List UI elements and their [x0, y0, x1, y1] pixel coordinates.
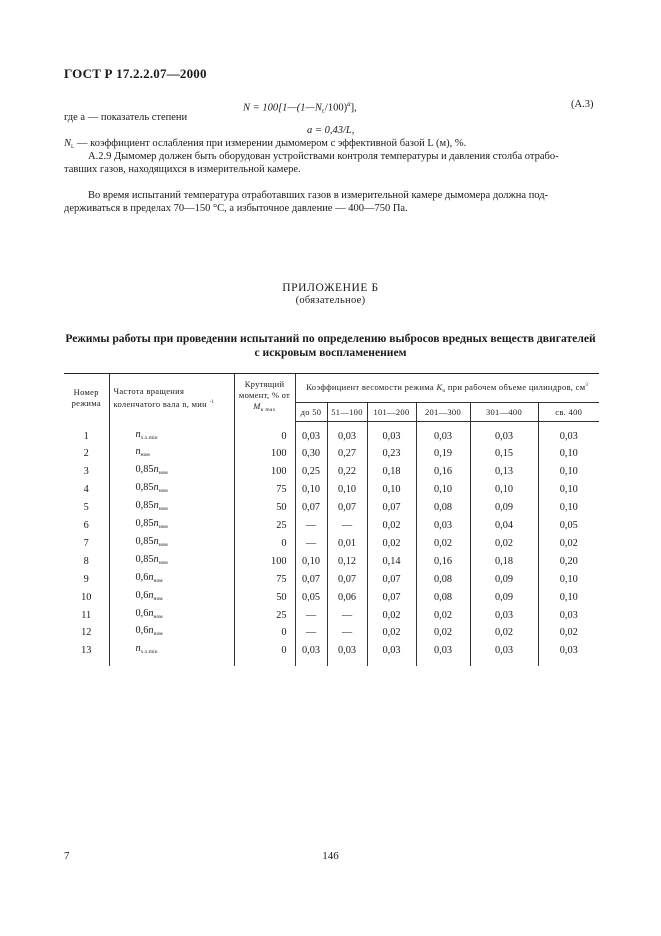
page-number-left: 7 [64, 850, 70, 862]
cell-coefficient: 0,14 [367, 553, 416, 571]
cell-coefficient: 0,10 [538, 463, 599, 481]
cell-frequency: $0,6n_{ном}$ [109, 589, 234, 607]
col-header-frequency: Частота вращения коленчатого вала n, мин $^{-1}$ [109, 374, 234, 422]
paragraph-temp-line1: Во время испытаний температура отработавших газов в измерительной камере дымомера должна под- [88, 190, 549, 201]
cell-coefficient: 0,09 [470, 499, 538, 517]
cell-coefficient: — [295, 624, 327, 642]
cell-frequency: $n_{х.х.min}$ [109, 422, 234, 446]
cell-coefficient: 0,10 [327, 481, 367, 499]
paragraph-temp-line2: держиваться в пределах 70—150 °С, а избыточное давление — 400—750 Па. [64, 203, 408, 214]
cell-coefficient: 0,06 [327, 589, 367, 607]
cell-coefficient: — [295, 607, 327, 625]
cell-coefficient: 0,03 [538, 422, 599, 446]
cell-frequency: $0,6n_{ном}$ [109, 624, 234, 642]
cell-coefficient: 0,03 [470, 642, 538, 666]
cell-coefficient: 0,03 [470, 607, 538, 625]
cell-coefficient: 0,22 [327, 463, 367, 481]
cell-torque: 25 [234, 607, 295, 625]
cell-coefficient: 0,02 [538, 535, 599, 553]
cell-torque: 50 [234, 499, 295, 517]
cell-mode: 12 [81, 627, 92, 639]
cell-coefficient: 0,03 [367, 642, 416, 666]
cell-mode: 5 [83, 502, 89, 514]
cell-mode: 6 [83, 520, 89, 532]
cell-coefficient: 0,02 [367, 535, 416, 553]
cell-coefficient: 0,03 [416, 642, 470, 666]
cell-coefficient: 0,10 [538, 571, 599, 589]
cell-coefficient: 0,02 [367, 624, 416, 642]
paragraph-a29-line1: А.2.9 Дымомер должен быть оборудован устройствами контроля температуры и давления столба отрабо- [88, 151, 559, 162]
cell-coefficient: 0,02 [416, 535, 470, 553]
page-number-center: 146 [322, 850, 339, 862]
cell-torque: 0 [234, 535, 295, 553]
cell-coefficient: — [295, 517, 327, 535]
cell-coefficient: 0,27 [327, 445, 367, 463]
cell-torque: 50 [234, 589, 295, 607]
modes-table [64, 373, 599, 666]
cell-torque: 75 [234, 571, 295, 589]
cell-coefficient: 0,10 [470, 481, 538, 499]
cell-coefficient: 0,10 [538, 445, 599, 463]
table-row [64, 422, 599, 446]
formula-a: a = 0,43/L, [307, 125, 355, 136]
cell-coefficient: 0,25 [295, 463, 327, 481]
cell-coefficient: 0,03 [470, 422, 538, 446]
table-row [64, 607, 599, 625]
formula-a3: $N = 100[1—(1—N_L/100)^a]$, [243, 100, 357, 115]
cell-mode: 11 [81, 609, 92, 621]
document-header: ГОСТ Р 17.2.2.07—2000 [64, 66, 207, 81]
subcol-header: 101—200 [367, 403, 416, 422]
cell-coefficient: 0,10 [538, 589, 599, 607]
cell-coefficient: 0,07 [327, 499, 367, 517]
cell-coefficient: 0,02 [538, 624, 599, 642]
formula-number: (А.3) [571, 99, 594, 110]
cell-torque: 100 [234, 553, 295, 571]
cell-coefficient: 0,02 [470, 535, 538, 553]
cell-frequency: $0,6n_{ном}$ [109, 607, 234, 625]
subcol-header: до 50 [295, 403, 327, 422]
cell-torque: 75 [234, 481, 295, 499]
cell-coefficient: 0,16 [416, 463, 470, 481]
cell-coefficient: 0,03 [416, 517, 470, 535]
cell-coefficient: 0,02 [416, 624, 470, 642]
cell-torque: 0 [234, 642, 295, 666]
cell-coefficient: 0,10 [538, 481, 599, 499]
appendix-subtitle: (обязательное) [295, 295, 366, 306]
cell-coefficient: 0,10 [295, 481, 327, 499]
cell-torque: 100 [234, 463, 295, 481]
table-heading-line2: с искровым воспламенением [254, 346, 407, 359]
nl-definition: $N_L$ — коэффициент ослабления при измерении дымомером с эффективной базой L (м), %. [64, 138, 467, 150]
col-header-torque: Крутящий момент, % от $M_{к max}$ [234, 374, 295, 422]
table-row [64, 463, 599, 481]
table-row [64, 624, 599, 642]
cell-mode: 4 [83, 484, 89, 496]
cell-mode: 2 [83, 448, 89, 460]
cell-frequency: $0,85n_{ном}$ [109, 553, 234, 571]
cell-mode: 3 [83, 466, 89, 478]
appendix-title: ПРИЛОЖЕНИЕ Б [282, 282, 379, 294]
table-row [64, 642, 599, 666]
table-row [64, 553, 599, 571]
cell-coefficient: 0,03 [538, 642, 599, 666]
cell-frequency: $0,6n_{ном}$ [109, 571, 234, 589]
cell-coefficient: 0,07 [327, 571, 367, 589]
cell-mode: 9 [83, 573, 89, 585]
cell-coefficient: 0,18 [367, 463, 416, 481]
cell-coefficient: 0,01 [327, 535, 367, 553]
cell-coefficient: 0,05 [538, 517, 599, 535]
cell-coefficient: 0,30 [295, 445, 327, 463]
cell-coefficient: 0,03 [295, 642, 327, 666]
subcol-header: 51—100 [327, 403, 367, 422]
cell-coefficient: 0,08 [416, 571, 470, 589]
cell-coefficient: 0,16 [416, 553, 470, 571]
cell-mode: 7 [83, 537, 89, 549]
col-header-coefficient: Коэффициент весомости режима $K_n$ при рабочем объеме цилиндров, $см^3$ [295, 374, 599, 403]
cell-coefficient: 0,09 [470, 589, 538, 607]
cell-frequency: $0,85n_{ном}$ [109, 535, 234, 553]
cell-coefficient: 0,10 [295, 553, 327, 571]
cell-coefficient: — [327, 607, 367, 625]
cell-coefficient: 0,20 [538, 553, 599, 571]
cell-coefficient: 0,18 [470, 553, 538, 571]
cell-torque: 0 [234, 624, 295, 642]
subcol-header: 201—300 [416, 403, 470, 422]
cell-coefficient: 0,09 [470, 571, 538, 589]
cell-coefficient: 0,07 [367, 571, 416, 589]
cell-coefficient: 0,04 [470, 517, 538, 535]
cell-coefficient: 0,03 [416, 422, 470, 446]
cell-mode: 1 [83, 430, 89, 442]
table-row [64, 589, 599, 607]
cell-coefficient: 0,10 [538, 499, 599, 517]
table-row [64, 499, 599, 517]
cell-torque: 100 [234, 445, 295, 463]
paragraph-a29-line2: тавших газов, находящихся в измерительной камере. [64, 164, 301, 175]
table-row [64, 535, 599, 553]
formula-where: где a — показатель степени [64, 112, 188, 123]
cell-coefficient: 0,08 [416, 499, 470, 517]
cell-frequency: $0,85n_{ном}$ [109, 499, 234, 517]
cell-coefficient: 0,07 [367, 499, 416, 517]
cell-coefficient: 0,03 [327, 422, 367, 446]
cell-coefficient: 0,03 [327, 642, 367, 666]
cell-coefficient: 0,08 [416, 589, 470, 607]
cell-coefficient: — [327, 624, 367, 642]
cell-torque: 25 [234, 517, 295, 535]
cell-mode: 10 [81, 591, 92, 603]
table-row [64, 481, 599, 499]
cell-mode: 13 [81, 645, 92, 657]
cell-coefficient: 0,03 [367, 422, 416, 446]
cell-coefficient: 0,02 [470, 624, 538, 642]
cell-frequency: $0,85n_{ном}$ [109, 517, 234, 535]
cell-coefficient: 0,23 [367, 445, 416, 463]
cell-coefficient: 0,07 [367, 589, 416, 607]
cell-frequency: $0,85n_{ном}$ [109, 463, 234, 481]
subcol-header: 301—400 [470, 403, 538, 422]
col-header-mode: Номер режима [64, 374, 109, 422]
cell-coefficient: 0,12 [327, 553, 367, 571]
cell-coefficient: 0,13 [470, 463, 538, 481]
cell-coefficient: 0,19 [416, 445, 470, 463]
table-row [64, 517, 599, 535]
table-row [64, 445, 599, 463]
cell-coefficient: 0,03 [538, 607, 599, 625]
cell-mode: 8 [83, 555, 89, 567]
cell-coefficient: 0,03 [295, 422, 327, 446]
cell-coefficient: 0,15 [470, 445, 538, 463]
cell-coefficient: 0,02 [367, 517, 416, 535]
cell-torque: 0 [234, 422, 295, 446]
cell-coefficient: 0,02 [367, 607, 416, 625]
cell-frequency: $n_{ном}$ [109, 445, 234, 463]
cell-frequency: $0,85n_{ном}$ [109, 481, 234, 499]
cell-coefficient: — [295, 535, 327, 553]
cell-coefficient: 0,07 [295, 571, 327, 589]
cell-coefficient: 0,07 [295, 499, 327, 517]
cell-coefficient: — [327, 517, 367, 535]
cell-coefficient: 0,05 [295, 589, 327, 607]
table-row [64, 571, 599, 589]
cell-frequency: $n_{х.х.min}$ [109, 642, 234, 666]
table-heading-line1: Режимы работы при проведении испытаний по определению выбросов вредных веществ двигателей [65, 332, 596, 345]
cell-coefficient: 0,10 [367, 481, 416, 499]
subcol-header: св. 400 [538, 403, 599, 422]
cell-coefficient: 0,10 [416, 481, 470, 499]
cell-coefficient: 0,02 [416, 607, 470, 625]
